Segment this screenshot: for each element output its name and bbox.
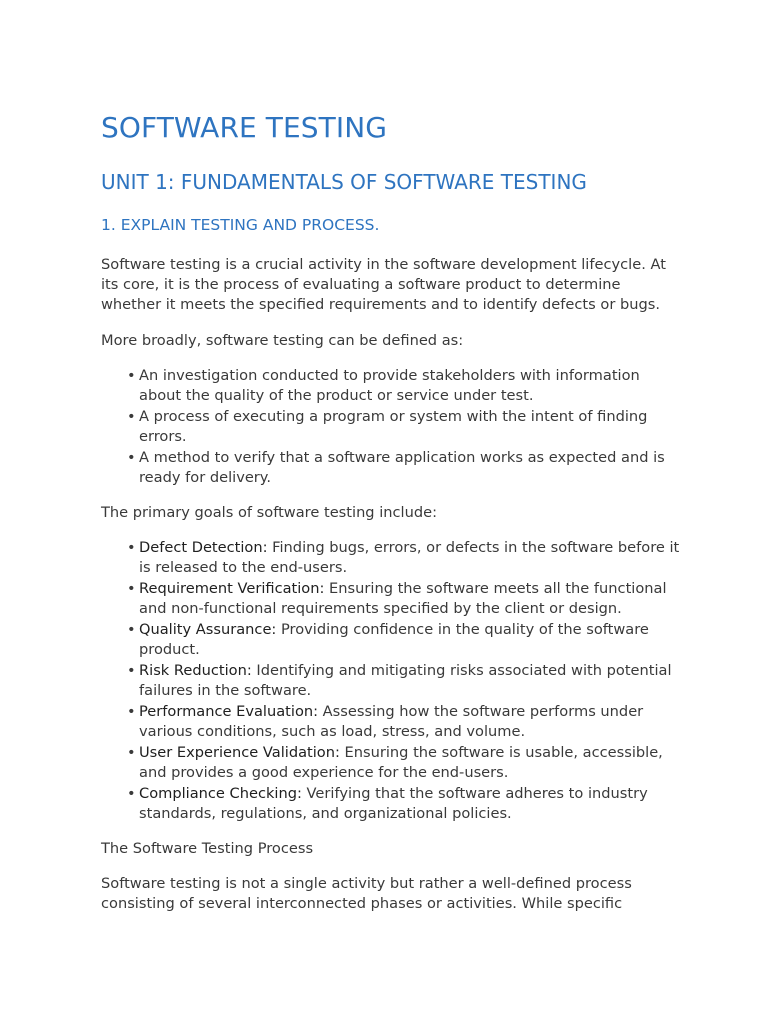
goal-description: Ensuring the software is usable, accessible, and provides a good experience for the end-users. <box>139 743 663 781</box>
process-heading: The Software Testing Process <box>101 840 314 858</box>
list-item <box>127 661 681 701</box>
list-item <box>127 407 681 447</box>
list-item-text: A process of executing a program or system with the intent of finding errors. <box>139 407 648 445</box>
bullet-icon: • <box>127 539 136 557</box>
bullet-icon: • <box>127 580 136 598</box>
goals-list <box>101 538 681 824</box>
list-item <box>127 702 681 742</box>
list-item-text: An investigation conducted to provide stakeholders with information about the quality of the product or service under test. <box>139 366 640 405</box>
bullet-icon: • <box>127 702 136 720</box>
list-item-text: A method to verify that a software application works as expected and is ready for delivery. <box>139 448 665 486</box>
bullet-icon: • <box>127 621 136 639</box>
goal-description: Finding bugs, errors, or defects in the software before it is released to the end-users. <box>139 539 680 577</box>
bullet-icon: • <box>127 661 136 679</box>
list-item <box>127 366 681 406</box>
goal-description: Identifying and mitigating risks associated with potential failures in the software. <box>139 661 672 700</box>
unit-heading: UNIT 1: FUNDAMENTALS OF SOFTWARE TESTING <box>101 170 587 194</box>
bullet-icon: • <box>127 784 136 802</box>
goal-description: Providing confidence in the quality of the software product. <box>139 621 649 659</box>
document-title: SOFTWARE TESTING <box>101 111 388 144</box>
broadly-paragraph: More broadly, software testing can be defined as: <box>101 331 464 349</box>
bullet-icon: • <box>127 743 136 761</box>
goal-term: Performance Evaluation: <box>139 702 319 720</box>
definitions-list <box>101 366 681 488</box>
bullet-icon: • <box>127 366 136 384</box>
goal-term: Risk Reduction: <box>139 661 252 679</box>
goals-paragraph: The primary goals of software testing include: <box>101 504 438 522</box>
intro-paragraph: Software testing is a crucial activity in the software development lifecycle. At its core, it is the process of evaluating a software product to determine whether it meets the specified requirements and to identify defects or bugs. <box>101 256 666 314</box>
document-content <box>101 111 681 915</box>
goal-description: Verifying that the software adheres to industry standards, regulations, and organizational policies. <box>139 784 648 822</box>
goal-description: Ensuring the software meets all the functional and non-functional requirements specified by the client or design. <box>139 580 667 618</box>
goal-term: Defect Detection: <box>139 539 268 557</box>
goal-term: Requirement Verification: <box>139 580 325 598</box>
goal-description: Assessing how the software performs under various conditions, such as load, stress, and volume. <box>139 702 644 741</box>
bullet-icon: • <box>127 448 136 466</box>
goal-term: Quality Assurance: <box>139 621 277 639</box>
list-item <box>127 579 681 619</box>
bullet-icon: • <box>127 407 136 425</box>
process-paragraph: Software testing is not a single activity but rather a well-defined process consisting of several interconnected phases or activities. While specific <box>101 875 632 913</box>
list-item <box>127 538 681 578</box>
section-heading: 1. EXPLAIN TESTING AND PROCESS. <box>101 216 380 234</box>
list-item <box>127 784 681 824</box>
list-item <box>127 743 681 783</box>
list-item <box>127 448 681 488</box>
list-item <box>127 620 681 660</box>
goal-term: User Experience Validation: <box>139 743 340 761</box>
goal-term: Compliance Checking: <box>139 784 302 802</box>
